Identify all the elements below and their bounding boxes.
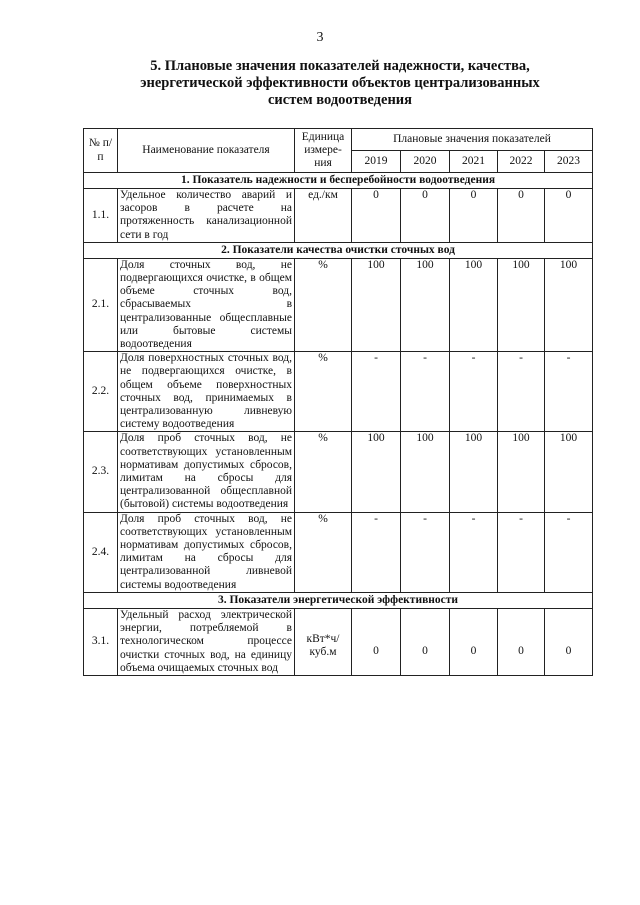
row-number: 2.4. (84, 512, 118, 592)
value-cell: 0 (498, 608, 545, 675)
value-cell: 100 (545, 432, 593, 512)
header-unit: Единица измере-ния (295, 129, 352, 173)
value-cell: 100 (352, 432, 401, 512)
value-cell: 100 (352, 258, 401, 351)
value-cell: 0 (450, 608, 498, 675)
header-num: № п/п (84, 129, 118, 173)
value-cell: 100 (401, 432, 450, 512)
indicators-table (83, 128, 593, 676)
table-row (84, 432, 593, 512)
value-cell: 100 (498, 432, 545, 512)
indicator-name: Доля проб сточных вод, не соответствующих установленным нормативам допустимых сбросов, лимитам на сбросы для централизованной общесплавной (бытовой) системы водоотведения (118, 432, 295, 512)
indicator-unit: % (295, 352, 352, 432)
value-cell: - (545, 352, 593, 432)
value-cell: - (352, 352, 401, 432)
section-header (84, 592, 593, 608)
section-header (84, 242, 593, 258)
document-title (105, 58, 575, 109)
value-cell: 0 (498, 189, 545, 243)
row-number: 3.1. (84, 608, 118, 675)
value-cell: - (352, 512, 401, 592)
value-cell: - (401, 512, 450, 592)
row-number: 2.1. (84, 258, 118, 351)
value-cell: 0 (352, 189, 401, 243)
header-year: 2022 (498, 151, 545, 173)
value-cell: 100 (498, 258, 545, 351)
value-cell: 100 (545, 258, 593, 351)
page-number: 3 (316, 30, 324, 45)
value-cell: - (450, 352, 498, 432)
indicator-name: Удельный расход электрической энергии, потребляемой в технологическом процессе очистки сточных вод, на единицу объема очищаемых сточных вод (118, 608, 295, 675)
row-number: 1.1. (84, 189, 118, 243)
title-line-3: систем водоотведения (267, 92, 413, 108)
header-year: 2021 (450, 151, 498, 173)
value-cell: - (401, 352, 450, 432)
value-cell: 0 (545, 608, 593, 675)
indicator-name: Доля сточных вод, не подвергающихся очистке, в общем объеме сточных вод, сбрасываемых в централизованные общесплавные или бытовые системы водоотведения (118, 258, 295, 351)
indicator-unit: % (295, 432, 352, 512)
value-cell: 0 (401, 608, 450, 675)
title-line-2: энергетической эффективности объектов централизованных (140, 75, 540, 91)
value-cell: - (450, 512, 498, 592)
title-line-1: 5. Плановые значения показателей надежности, качества, (150, 58, 530, 74)
indicator-name: Доля поверхностных сточных вод, не подвергающихся очистке, в общем объеме поверхностных сточных вод, принимаемых в централизованную ливневую систему водоотведения (118, 352, 295, 432)
section-title: 1. Показатель надежности и бесперебойности водоотведения (84, 173, 593, 189)
value-cell: 100 (401, 258, 450, 351)
table-row (84, 258, 593, 351)
indicator-name: Удельное количество аварий и засоров в расчете на протяженность канализационной сети в год (118, 189, 295, 243)
header-planned: Плановые значения показателей (352, 129, 593, 151)
indicator-unit: % (295, 512, 352, 592)
header-name: Наименование показателя (118, 129, 295, 173)
section-title: 3. Показатели энергетической эффективности (84, 592, 593, 608)
header-year: 2019 (352, 151, 401, 173)
value-cell: - (545, 512, 593, 592)
indicator-name: Доля проб сточных вод, не соответствующих установленным нормативам допустимых сбросов, лимитам на сбросы для централизованной ливневой системы водоотведения (118, 512, 295, 592)
row-number: 2.2. (84, 352, 118, 432)
table-row (84, 189, 593, 243)
value-cell: 100 (450, 258, 498, 351)
indicator-unit: % (295, 258, 352, 351)
value-cell: 0 (545, 189, 593, 243)
value-cell: - (498, 512, 545, 592)
section-header (84, 173, 593, 189)
indicator-unit: кВт*ч/ куб.м (295, 608, 352, 675)
table-row (84, 608, 593, 675)
value-cell: - (498, 352, 545, 432)
section-title: 2. Показатели качества очистки сточных вод (84, 242, 593, 258)
header-year: 2020 (401, 151, 450, 173)
table-row (84, 352, 593, 432)
value-cell: 100 (450, 432, 498, 512)
header-year: 2023 (545, 151, 593, 173)
value-cell: 0 (450, 189, 498, 243)
table-row (84, 512, 593, 592)
value-cell: 0 (352, 608, 401, 675)
value-cell: 0 (401, 189, 450, 243)
row-number: 2.3. (84, 432, 118, 512)
indicator-unit: ед./км (295, 189, 352, 243)
